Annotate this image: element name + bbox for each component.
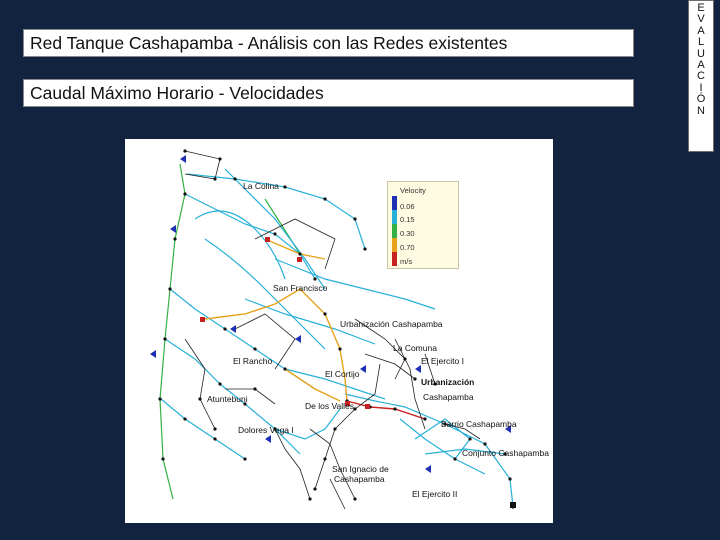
map-label-urbanizacion: Urbanización [421,377,475,387]
vertical-letter: I [699,81,703,94]
map-label-barrio-cashapamba: Barrio Cashapamba [441,419,517,429]
map-label-el-cortijo: El Cortijo [325,369,360,379]
vertical-letter: V [697,13,705,26]
map-label-cashapamba: Cashapamba [423,392,474,402]
map-label-dolores-vega: Dolores Vega I [238,425,294,435]
water-network-map [125,139,553,523]
legend-value: 0.30 [400,229,415,238]
map-label-la-comuna: La Comuna [393,343,437,353]
map-label-san-ignacio: San Ignacio de [332,464,389,474]
map-label-san-francisco: San Francisco [273,283,328,293]
legend-color-bar [392,196,397,266]
legend-value: 0.70 [400,243,415,252]
map-label-san-ignacio-cashapamba: Cashapamba [334,474,385,484]
vertical-letter: U [697,47,705,60]
map-label-urb-cashapamba: Urbanización Cashapamba [340,319,443,329]
vertical-letter: Ó [696,93,706,106]
vertical-letter: L [697,36,705,49]
slide-subtitle: Caudal Máximo Horario - Velocidades [23,79,634,107]
map-label-conjunto-cashapamba: Conjunto Cashapamba [462,448,549,458]
map-label-el-ejercito-2: El Ejercito II [412,489,458,499]
map-label-de-los-valles: De los Valles [305,401,354,411]
legend-value: m/s [400,257,413,266]
evaluacion-vertical-label [688,0,714,152]
map-label-la-colina: La Colina [243,181,279,191]
velocity-legend [387,181,459,269]
vertical-letter: E [697,2,705,14]
legend-value: 0.06 [400,202,415,211]
tank-marker [510,502,516,508]
slide-title: Red Tanque Cashapamba - Análisis con las Redes existentes [23,29,634,57]
vertical-letter: A [697,59,705,72]
vertical-letter: N [697,104,705,117]
legend-title: Velocity [400,186,426,195]
map-label-el-ejercito-1: El Ejercito I [421,356,464,366]
map-label-atunteburu: Atuntebuni [207,394,248,404]
vertical-letter: C [697,70,705,83]
vertical-letter: A [697,24,705,37]
map-label-el-rancho: El Rancho [233,356,273,366]
legend-value: 0.15 [400,215,415,224]
